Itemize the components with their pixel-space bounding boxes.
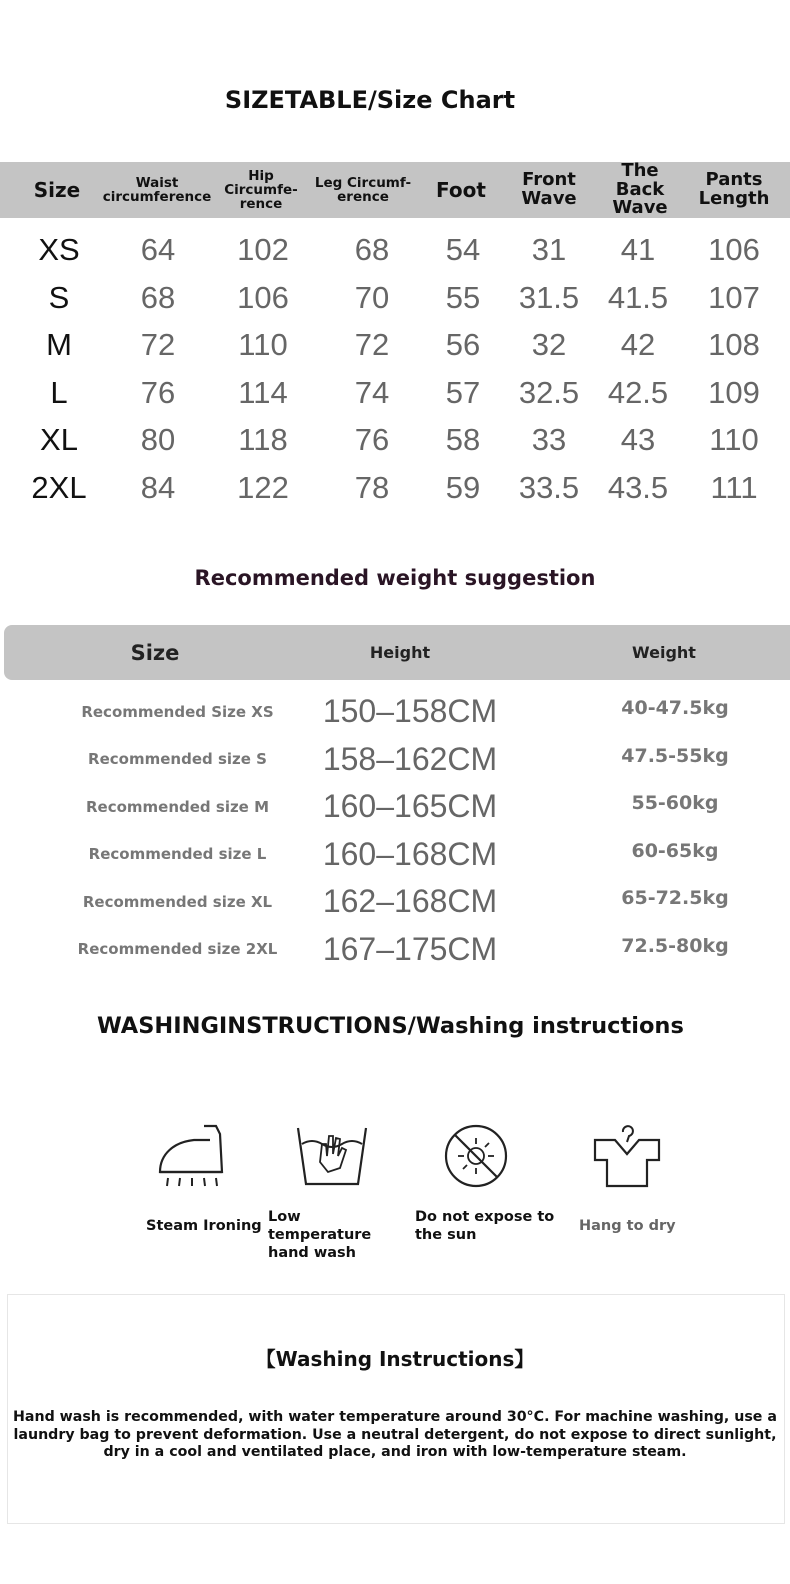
size-cell-leg: 74 <box>354 374 390 410</box>
size-cell-leg: 76 <box>354 422 390 457</box>
weight-row <box>0 736 790 783</box>
size-cell-back-wave: 43 <box>620 422 656 457</box>
size-row <box>0 369 790 417</box>
size-row <box>0 274 790 322</box>
size-cell-hip: 122 <box>237 469 289 505</box>
weight-size-label: Recommended size L <box>88 845 267 863</box>
header-waist: Waist circumference <box>102 174 212 205</box>
header-leg: Leg Circumf-erence <box>314 174 412 205</box>
size-cell-leg: 78 <box>354 469 390 505</box>
size-cell-back-wave: 42 <box>620 327 656 362</box>
size-cell-leg: 70 <box>354 279 390 315</box>
hang-dry-label: Hang to dry <box>579 1218 676 1234</box>
header-hip: Hip Circumfe-rence <box>224 167 298 213</box>
steam-ironing-label: Steam Ironing <box>146 1218 262 1234</box>
weight-row <box>0 878 790 925</box>
size-cell-front-wave: 33.5 <box>518 469 580 505</box>
size-cell-foot: 57 <box>445 374 481 410</box>
size-cell-foot: 58 <box>445 422 481 457</box>
size-row <box>0 416 790 464</box>
weight-height-value: 162–168CM <box>322 883 498 919</box>
size-cell-front-wave: 33 <box>531 422 567 457</box>
size-cell-front-wave: 32 <box>531 327 567 362</box>
size-cell-hip: 106 <box>237 279 289 315</box>
size-cell-pants-length: 108 <box>708 327 760 362</box>
no-sun-label: Do not expose to the sun <box>415 1209 555 1243</box>
size-cell-foot: 59 <box>445 469 481 505</box>
weight-row <box>0 688 790 735</box>
header-front-wave: Front Wave <box>521 169 577 209</box>
size-chart-title: SIZETABLE/Size Chart <box>224 86 516 114</box>
weight-height-value: 158–162CM <box>322 740 498 777</box>
header-back-wave: The Back Wave <box>612 159 668 219</box>
size-cell-back-wave: 41 <box>620 232 656 267</box>
weight-height-value: 160–165CM <box>322 788 498 824</box>
size-cell-size: 2XL <box>31 469 87 505</box>
size-cell-waist: 76 <box>140 374 176 410</box>
weight-weight-value: 65-72.5kg <box>621 887 729 909</box>
size-cell-pants-length: 109 <box>708 374 760 410</box>
size-cell-pants-length: 111 <box>710 469 758 505</box>
size-cell-front-wave: 31.5 <box>518 279 580 315</box>
size-cell-pants-length: 110 <box>709 422 759 457</box>
size-cell-waist: 84 <box>140 469 176 505</box>
size-cell-leg: 68 <box>354 232 390 267</box>
size-cell-size: L <box>50 374 68 410</box>
size-row <box>0 226 790 274</box>
weight-size-label: Recommended size XL <box>82 892 273 911</box>
size-cell-size: XS <box>38 232 80 267</box>
weight-size-label: Recommended size 2XL <box>77 940 278 958</box>
size-cell-pants-length: 107 <box>708 279 760 315</box>
weight-row <box>0 831 790 878</box>
size-cell-size: S <box>48 279 70 315</box>
weight-size-label: Recommended size M <box>85 797 270 816</box>
hand-wash-icon <box>294 1122 370 1188</box>
weight-row <box>0 783 790 830</box>
size-cell-foot: 54 <box>445 232 481 267</box>
size-cell-hip: 114 <box>238 374 288 410</box>
size-cell-front-wave: 32.5 <box>518 374 580 410</box>
hand-wash-label: Low temperature hand wash <box>268 1209 372 1261</box>
size-cell-waist: 72 <box>140 327 176 362</box>
weight-size-label: Recommended Size XS <box>81 702 274 721</box>
weight-weight-value: 40-47.5kg <box>621 697 729 719</box>
weight-size-label: Recommended size S <box>88 750 267 768</box>
header-size: Size <box>33 177 81 202</box>
header-pants-length: Pants Length <box>698 169 770 209</box>
size-cell-foot: 55 <box>445 279 481 315</box>
weight-title: Recommended weight suggestion <box>194 566 596 590</box>
weight-header-height: Height <box>369 643 431 662</box>
washing-title: WASHINGINSTRUCTIONS/Washing instructions <box>97 1013 684 1039</box>
no-sun-icon <box>443 1123 509 1189</box>
weight-weight-value: 47.5-55kg <box>621 744 729 767</box>
header-foot: Foot <box>436 177 486 202</box>
size-cell-hip: 110 <box>238 327 288 362</box>
size-row <box>0 464 790 512</box>
size-cell-back-wave: 42.5 <box>607 374 669 410</box>
size-cell-pants-length: 106 <box>708 232 760 267</box>
washing-box-title: 【Washing Instructions】 <box>255 1347 535 1371</box>
hang-dry-icon <box>593 1124 661 1190</box>
weight-header-weight: Weight <box>632 643 696 662</box>
size-cell-leg: 72 <box>354 327 390 362</box>
weight-height-value: 160–168CM <box>322 835 498 872</box>
size-cell-hip: 102 <box>237 232 289 267</box>
weight-weight-value: 72.5-80kg <box>621 934 729 957</box>
weight-row <box>0 926 790 973</box>
weight-header <box>4 625 790 680</box>
weight-header-size: Size <box>130 640 180 665</box>
size-cell-waist: 80 <box>140 422 176 457</box>
size-cell-size: M <box>46 327 72 362</box>
size-chart-header <box>0 159 790 219</box>
size-cell-waist: 68 <box>140 279 176 315</box>
washing-box-text: Hand wash is recommended, with water temperature around 30°C. For machine washing, use a laundry bag to prevent deformation. Use a neutral detergent, do not expose to direct sunlight, dry in a cool and ventilated place, and iron with low-temperature steam. <box>13 1409 777 1460</box>
size-cell-back-wave: 41.5 <box>607 279 669 315</box>
size-cell-waist: 64 <box>140 232 176 267</box>
weight-weight-value: 60-65kg <box>631 839 719 862</box>
weight-weight-value: 55-60kg <box>631 792 719 814</box>
size-cell-front-wave: 31 <box>531 232 567 267</box>
size-cell-foot: 56 <box>445 327 481 362</box>
steam-iron-icon <box>154 1120 228 1190</box>
size-row <box>0 321 790 369</box>
size-cell-hip: 118 <box>238 422 288 457</box>
weight-height-value: 150–158CM <box>322 693 498 729</box>
size-cell-size: XL <box>40 422 78 457</box>
weight-height-value: 167–175CM <box>322 930 498 967</box>
size-cell-back-wave: 43.5 <box>607 469 669 505</box>
